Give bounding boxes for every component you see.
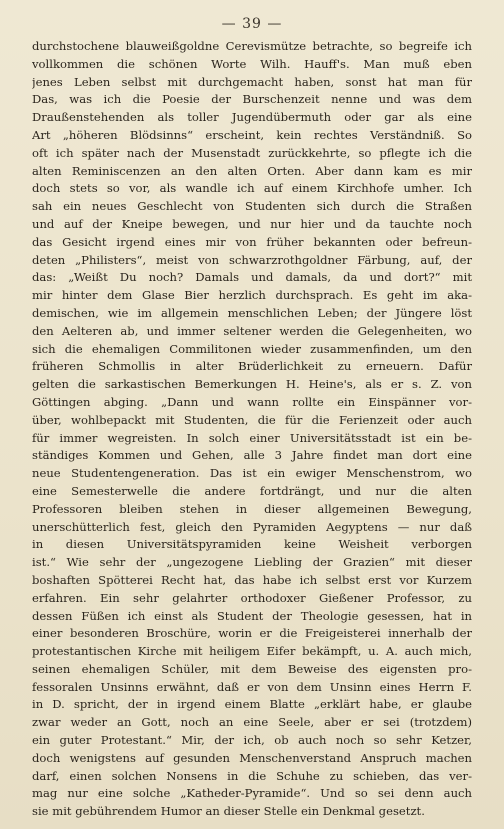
text-line: Art „höheren Blödsinns“ erscheint, kein rechtes Verständniß. So xyxy=(32,127,472,142)
text-line: und auf der Kneipe bewegen, und nur hier und da tauchte noch xyxy=(32,216,472,231)
text-line: mag nur eine solche „Katheder-Pyramide“. Und so sei denn auch xyxy=(32,786,472,801)
text-line: erfahren. Ein sehr gelahrter orthodoxer Gießener Professor, zu xyxy=(32,590,472,605)
text-line: für immer wegreisten. In solch einer Universitätsstadt ist ein be- xyxy=(32,430,472,445)
text-line: protestantischen Kirche mit heiligem Eifer bekämpft, u. A. auch mich, xyxy=(32,644,472,659)
text-line: ist.“ Wie sehr der „ungezogene Liebling der Grazien“ mit dieser xyxy=(32,555,472,570)
text-line: über, wohlbepackt mit Studenten, die für die Ferienzeit oder auch xyxy=(32,412,472,427)
text-line: einer besonderen Broschüre, worin er die Freigeisterei innerhalb der xyxy=(32,626,472,641)
text-line: sah ein neues Geschlecht von Studenten sich durch die Straßen xyxy=(32,199,472,214)
text-line: demischen, wie im allgemein menschlichen Leben; der Jüngere löst xyxy=(32,305,472,320)
text-line: ständiges Kommen und Gehen, alle 3 Jahre findet man dort eine xyxy=(32,448,472,463)
text-line: neue Studentengeneration. Das ist ein ewiger Menschenstrom, wo xyxy=(32,466,472,481)
text-line: durchstochene blauweißgoldne Cerevismütze betrachte, so begreife ich xyxy=(32,39,472,53)
text-line: mir hinter dem Glase Bier herzlich durchsprach. Es geht im aka- xyxy=(32,288,472,303)
text-line: Das, was ich die Poesie der Burschenzeit nenne und was dem xyxy=(32,92,472,107)
text-line: Draußenstehenden als toller Jugendübermuth oder gar als eine xyxy=(32,110,472,125)
page-number: — 39 — xyxy=(221,16,283,32)
text-line: doch wenigstens auf gesunden Menschenverstand Anspruch machen xyxy=(32,750,472,765)
text-line: Göttingen abging. „Dann und wann rollte ein Einspänner vor- xyxy=(32,394,472,409)
text-line: ein guter Protestant.“ Mir, der ich, ob auch noch so sehr Ketzer, xyxy=(32,733,472,748)
text-line: unerschütterlich fest, gleich den Pyramiden Aegyptens — nur daß xyxy=(32,519,472,534)
text-line: boshaften Spötterei Recht hat, das habe ich selbst erst vor Kurzem xyxy=(32,572,472,587)
text-line: deten „Philisters“, meist von schwarzrothgoldner Färbung, auf, der xyxy=(32,252,472,267)
text-line: zwar weder an Gott, noch an eine Seele, aber er sei (trotzdem) xyxy=(32,715,472,730)
text-line: alten Reminiscenzen an den alten Orten. Aber dann kam es mir xyxy=(32,163,472,178)
text-line: das: „Weißt Du noch? Damals und damals, da und dort?“ mit xyxy=(32,270,472,285)
text-line: gelten die sarkastischen Bemerkungen H. Heine's, als er s. Z. von xyxy=(32,377,472,392)
body-text xyxy=(32,38,472,821)
text-line: in diesen Universitätspyramiden keine Weisheit verborgen xyxy=(32,537,472,552)
text-line: früheren Schmollis in alter Brüderlichkeit zu erneuern. Dafür xyxy=(32,359,472,374)
text-line: oft ich später nach der Musenstadt zurückkehrte, so pflegte ich die xyxy=(32,145,472,160)
text-line: Professoren bleiben stehen in dieser allgemeinen Bewegung, xyxy=(32,501,472,516)
text-line: in D. spricht, der in irgend einem Blatte „erklärt habe, er glaube xyxy=(32,697,472,712)
text-line: jenes Leben selbst mit durchgemacht haben, sonst hat man für xyxy=(32,74,472,89)
text-line: das Gesicht irgend eines mir von früher bekannten oder befreun- xyxy=(32,234,472,249)
text-line: seinen ehemaligen Schüler, mit dem Beweise des eigensten pro- xyxy=(32,661,472,676)
text-line: doch stets so vor, als wandle ich auf einem Kirchhofe umher. Ich xyxy=(32,181,472,196)
text-line: eine Semesterwelle die andere fortdrängt, und nur die alten xyxy=(32,483,472,498)
text-line: dessen Füßen ich einst als Student der Theologie gesessen, hat in xyxy=(32,608,472,623)
text-line: darf, einen solchen Nonsens in die Schuhe zu schieben, das ver- xyxy=(32,768,472,783)
text-line: sich die ehemaligen Commilitonen wieder zusammenfinden, um den xyxy=(32,341,472,356)
text-line: vollkommen die schönen Worte Wilh. Hauff's. Man muß eben xyxy=(32,56,472,71)
text-line: fessoralen Unsinns erwähnt, daß er von dem Unsinn eines Herrn F. xyxy=(32,679,472,694)
text-line: sie mit gebührendem Humor an dieser Stelle ein Denkmal gesetzt. xyxy=(32,804,425,819)
text-line: den Aelteren ab, und immer seltener werden die Gelegenheiten, wo xyxy=(32,323,472,338)
